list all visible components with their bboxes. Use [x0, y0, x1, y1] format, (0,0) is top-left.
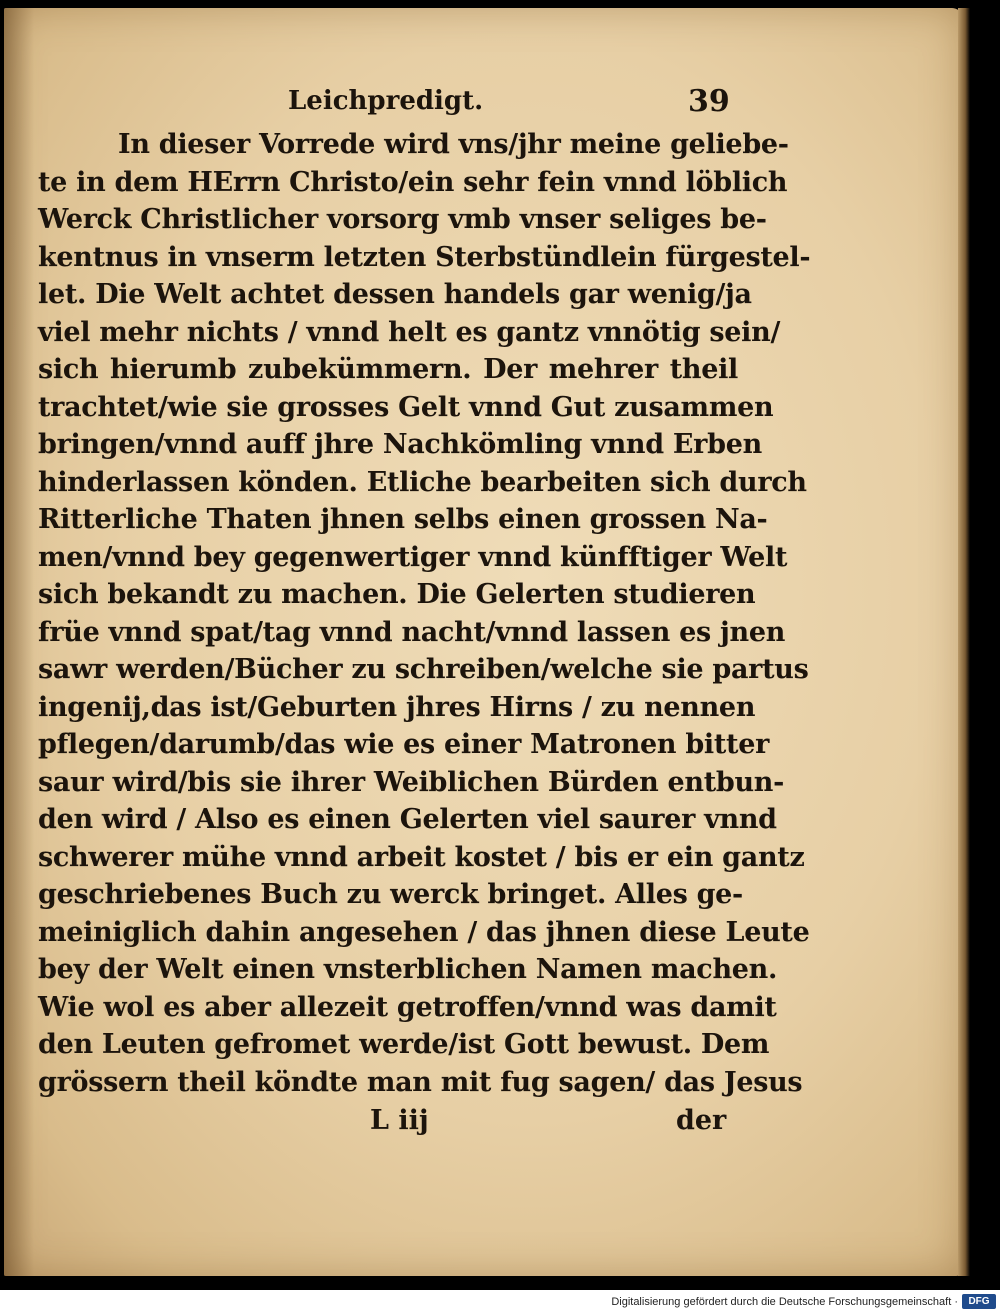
credit-text: Digitalisierung gefördert durch die Deutsche Forschungsgemeinschaft · [611, 1296, 958, 1308]
text-line: meiniglich dahin angesehen / das jhnen diese Leute [38, 916, 810, 948]
text-line: schwerer mühe vnnd arbeit kostet / bis er ein gantz [38, 841, 805, 873]
page-text-block [38, 80, 811, 1145]
signature-mark: L iij [370, 1105, 429, 1136]
text-line: saur wird/bis sie ihrer Weiblichen Bürden entbun- [38, 766, 785, 798]
text-line: let. Die Welt achtet dessen handels gar wenig/ja [38, 279, 752, 310]
page-header [38, 80, 738, 126]
page-edge [958, 8, 970, 1276]
text-line: hinderlassen könden. Etliche bearbeiten sich durch [38, 466, 807, 498]
text-line: kentnus in vnserm letzten Sterbstündlein fürgestel- [38, 241, 811, 273]
text-line: viel mehr nichts / vnnd helt es gantz vnnötig sein/ [38, 316, 781, 348]
text-line: bey der Welt einen vnsterblichen Namen machen. [38, 954, 778, 985]
text-line: In dieser Vorrede wird vns/jhr meine geliebe- [118, 129, 789, 160]
page-number: 39 [688, 84, 730, 119]
running-head: Leichpredigt. [288, 86, 484, 116]
text-line: den Leuten gefromet werde/ist Gott bewust. Dem [38, 1029, 770, 1060]
text-line: ingenij,das ist/Geburten jhres Hirns / zu nennen [38, 691, 756, 723]
page-gutter-shadow [4, 8, 34, 1276]
text-line: bringen/vnnd auff jhre Nachkömling vnnd Erben [38, 429, 762, 460]
text-line: sawr werden/Bücher zu schreiben/welche sie partus [38, 654, 809, 685]
text-line: sich bekandt zu machen. Die Gelerten studieren [38, 579, 756, 610]
dfg-logo: DFG [962, 1294, 996, 1309]
text-line: geschriebenes Buch zu werck bringet. Alles ge- [38, 879, 743, 910]
text-line: sich hierumb zubekümmern. Der mehrer theil [38, 354, 738, 385]
text-line: Ritterliche Thaten jhnen selbs einen grossen Na- [38, 504, 768, 535]
text-line: Werck Christlicher vorsorg vmb vnser seliges be- [38, 204, 767, 235]
text-line: te in dem HErrn Christo/ein sehr fein vnnd löblich [38, 166, 788, 198]
text-line: trachtet/wie sie grosses Gelt vnnd Gut zusammen [38, 391, 774, 423]
text-line: früe vnnd spat/tag vnnd nacht/vnnd lassen es jnen [38, 616, 786, 648]
catchword: der [676, 1105, 727, 1136]
text-line: grössern theil köndte man mit fug sagen/ das Jesus [38, 1066, 803, 1098]
text-line: Wie wol es aber allezeit getroffen/vnnd was damit [38, 991, 777, 1023]
body-text [38, 126, 811, 1101]
signature-line [38, 1101, 738, 1145]
text-line: men/vnnd bey gegenwertiger vnnd künfftiger Welt [38, 541, 788, 573]
text-line: pflegen/darumb/das wie es einer Matronen bitter [38, 729, 770, 760]
text-line: den wird / Also es einen Gelerten viel saurer vnnd [38, 804, 777, 835]
